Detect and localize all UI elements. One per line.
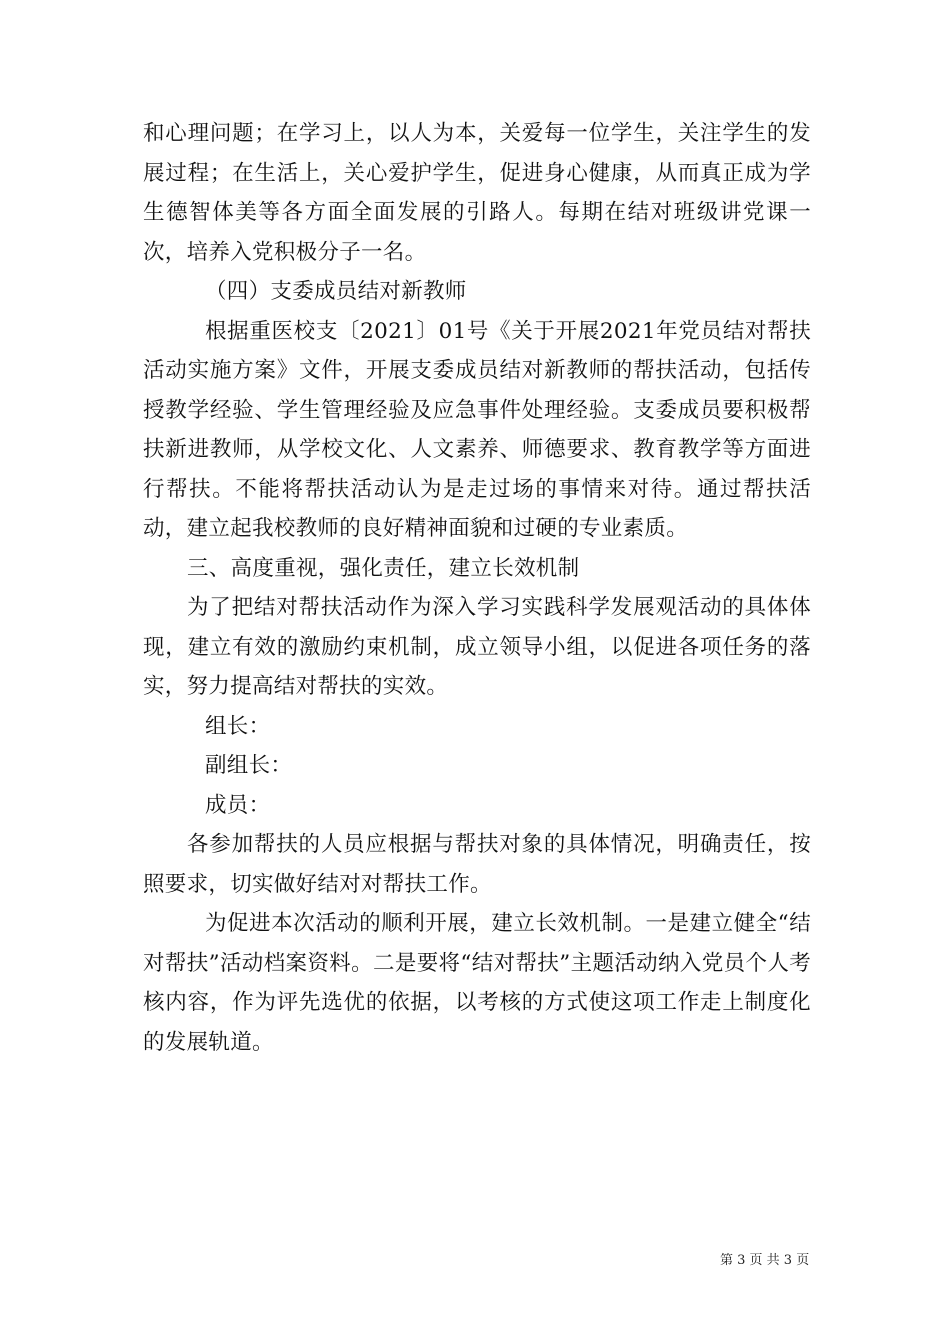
paragraph-continued: 和心理问题；在学习上，以人为本，关爱每一位学生，关注学生的发展过程；在生活上，关心爱护学生，促进身心健康，从而真正成为学生德智体美等各方面全面发展的引路人。每期在结对班级讲党课一次，培养入党积极分子一名。 bbox=[143, 121, 811, 265]
deputy-leader-line: 副组长： bbox=[205, 753, 293, 778]
paragraph-mentoring: 根据重医校支〔2021〕01号《关于开展2021年党员结对帮扶活动实施方案》文件，开展支委成员结对新教师的帮扶活动，包括传授教学经验、学生管理经验及应急事件处理经验。支委成员要积极帮扶新进教师，从学校文化、人文素养、师德要求、教育教学等方面进行帮扶。不能将帮扶活动认为是走过场的事情来对待。通过帮扶活动，建立起我校教师的良好精神面貌和过硬的专业素质。 bbox=[143, 318, 811, 541]
paragraph-mechanism: 为了把结对帮扶活动作为深入学习实践科学发展观活动的具体体现，建立有效的激励约束机制，成立领导小组，以促进各项任务的落实，努力提高结对帮扶的实效。 bbox=[143, 595, 811, 699]
section-heading-4: （四）支委成员结对新教师 bbox=[205, 279, 467, 304]
members-line: 成员： bbox=[205, 792, 271, 818]
page-number: 第 3 页 共 3 页 bbox=[720, 1253, 810, 1268]
paragraph-long-term: 为促进本次活动的顺利开展，建立长效机制。一是建立健全“结对帮扶”活动档案资料。二是要将“结对帮扶”主题活动纳入党员个人考核内容，作为评先选优的依据，以考核的方式使这项工作走上制度化的发展轨道。 bbox=[143, 911, 811, 1055]
document-body bbox=[143, 114, 811, 1062]
group-leader-line: 组长： bbox=[205, 713, 271, 739]
paragraph-responsibility: 各参加帮扶的人员应根据与帮扶对象的具体情况，明确责任，按照要求，切实做好结对对帮扶工作。 bbox=[143, 832, 811, 897]
section-heading-3: 三、高度重视，强化责任，建立长效机制 bbox=[187, 555, 580, 581]
